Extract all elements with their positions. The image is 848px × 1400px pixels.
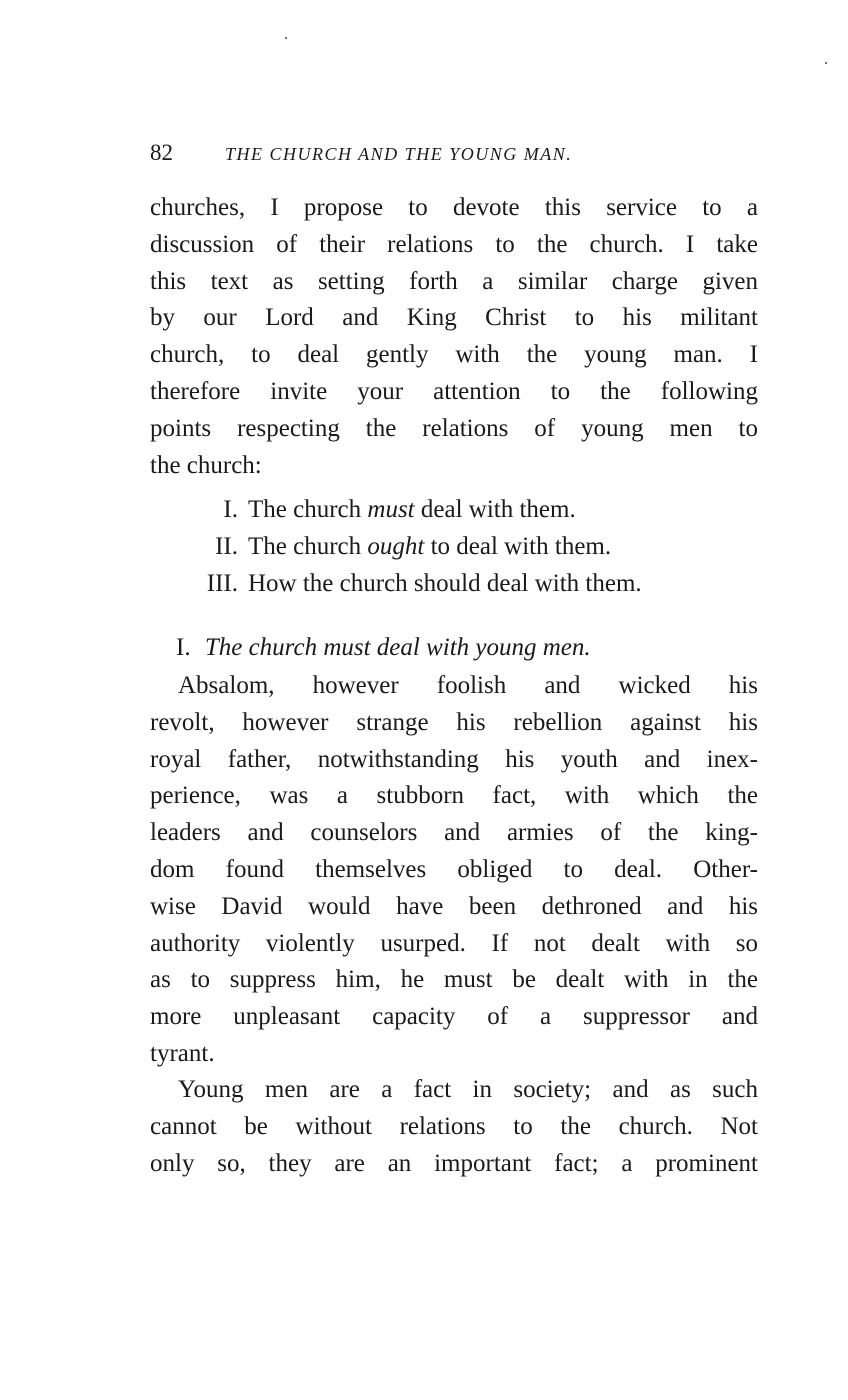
page-number: 82 [150, 140, 173, 165]
text-line: more unpleasant capacity of a suppressor and [150, 1003, 758, 1031]
text-line: wise David would have been dethroned and his [150, 892, 758, 920]
text-line: this text as setting forth a similar charge given [150, 267, 758, 295]
points-list [150, 492, 758, 602]
section-heading [176, 630, 591, 666]
text-line: revolt, however strange his rebellion against his [150, 708, 758, 736]
point-item [150, 566, 758, 603]
point-text: to deal with them. [424, 532, 612, 560]
text-line: authority violently usurped. If not dealt with so [150, 929, 758, 957]
point-number: I. [223, 496, 238, 523]
text-line: therefore invite your attention to the following [150, 377, 758, 405]
point-text: The church [248, 496, 368, 523]
page-header [150, 140, 760, 170]
text-line: points respecting the relations of young men to [150, 414, 758, 442]
section-number: I. [176, 634, 191, 661]
point-emphasis: ought [367, 532, 425, 560]
text-line: dom found themselves obliged to deal. Other- [150, 855, 758, 883]
text-line: only so, they are an important fact; a prominent [150, 1149, 758, 1177]
text-line: discussion of their relations to the church. I take [150, 230, 758, 258]
point-emphasis: must [367, 496, 415, 523]
point-text: The church [248, 532, 368, 560]
running-title: THE CHURCH AND THE YOUNG MAN. [225, 144, 573, 164]
section-title: The church must deal with young men. [204, 634, 591, 661]
scan-speck [285, 37, 287, 39]
point-text: deal with them. [414, 496, 576, 523]
point-item [150, 492, 758, 529]
text-line: church, to deal gently with the young man. I [150, 341, 758, 369]
text-line: royal father, notwithstanding his youth and inex- [150, 745, 758, 773]
paragraph-1 [150, 190, 758, 484]
text-line: cannot be without relations to the church. Not [150, 1112, 758, 1140]
text-line: leaders and counselors and armies of the king- [150, 819, 758, 847]
point-item [150, 529, 758, 566]
text-line: by our Lord and King Christ to his militant [150, 304, 758, 332]
paragraph-2 [150, 668, 758, 1073]
text-line: perience, was a stubborn fact, with which the [150, 782, 758, 810]
text-line: tyrant. [150, 1039, 215, 1067]
point-number: III. [206, 569, 238, 597]
point-text: How the church should deal with them. [248, 569, 642, 597]
text-line: Young men are a fact in society; and as such [178, 1076, 758, 1103]
paragraph-3 [150, 1072, 758, 1182]
text-line: Absalom, however foolish and wicked his [178, 672, 758, 699]
text-line: the church: [150, 451, 262, 479]
scan-speck [825, 62, 827, 64]
text-line: churches, I propose to devote this service to a [150, 194, 758, 221]
text-line: as to suppress him, he must be dealt with in the [150, 966, 758, 994]
point-number: II. [215, 532, 238, 560]
